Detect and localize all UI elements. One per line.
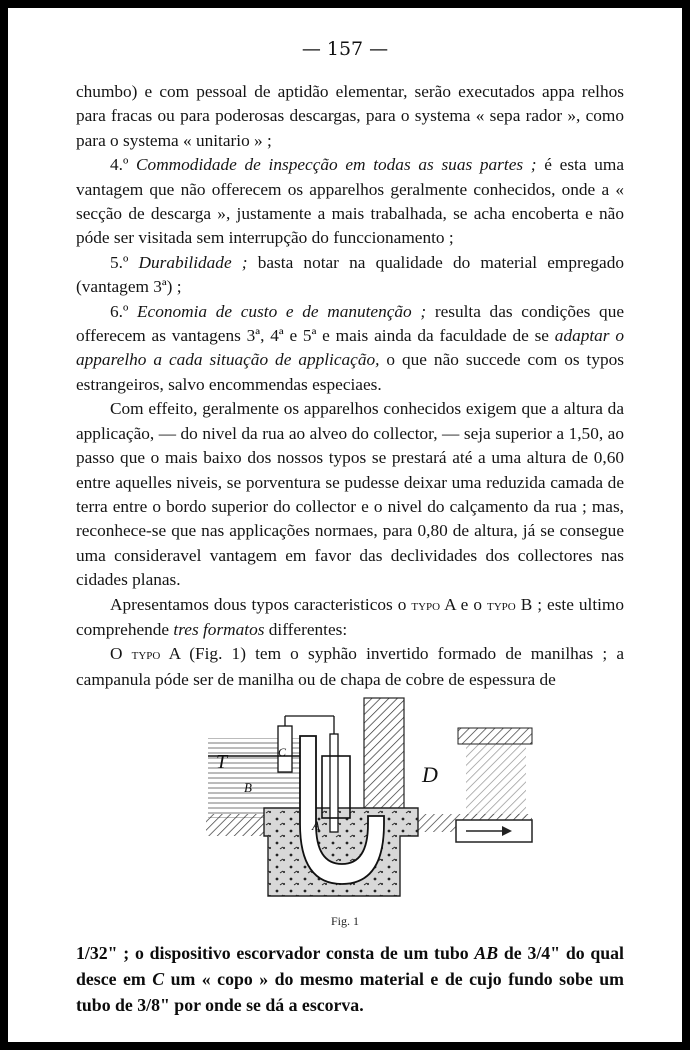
paragraph-item-5	[76, 251, 624, 300]
label-b: B	[244, 780, 252, 795]
types-text-a: Apresentamos dous typos caracteristicos o	[110, 594, 412, 614]
bottom-text-b: de 3/4" do qual desce em	[76, 943, 625, 989]
item-6-title-2: adaptar o apparelho a cada situação de applicação,	[76, 326, 624, 370]
item-4-number: 4.º	[110, 155, 137, 175]
bottom-paragraph-text	[76, 940, 624, 1018]
paragraph-type-a	[76, 642, 624, 692]
types-italic: tres formatos	[173, 619, 265, 639]
label-c: C	[278, 745, 287, 759]
paragraph-types	[76, 593, 624, 643]
type-a-text-b: A (Fig. 1) tem o syphão invertido formado de manilhas ; a campanula póde ser de manilha ou de chapa de cobre de espessura de	[76, 644, 624, 689]
paragraph-heights: Com effeito, geralmente os apparelhos conhecidos exigem que a altura da applicação, — do nivel da rua ao alveo do collector, — seja superior a 1,50, ao passo que o mais baixo dos nossos typos se prestará até a uma altura de 0,60 entre aquelles niveis, se porventura se pudesse deixar uma reduzida camada de terra entre o bordo superior do collector e o nivel do calçamento da rua ; mas, reconhece-se que nas applicações normaes, para 0,80 de altura, já se consegue uma consideravel vantagem em favor das declividades dos collectores nas cidades planas.	[76, 399, 624, 590]
types-text-c: B ; este ultimo comprehende	[76, 594, 625, 639]
page-body	[76, 80, 624, 692]
item-4-text: é esta uma vantagem que não offerecem os apparelhos geralmente conhecidos, onde a « secção de descarga », justamente a mais trabalhada, se acha encoberta e não póde ser visitada sem interrupção do funccionamento ;	[76, 155, 624, 248]
item-6-text-1: resulta das condições que offerecem as vantagens 3ª, 4ª e 5ª e mais ainda da faculdade de se	[76, 301, 625, 346]
paragraph-item-4	[76, 153, 624, 251]
label-t: T	[216, 751, 228, 773]
figure-caption: Fig. 1	[330, 914, 359, 928]
item-5-title: Durabilidade ;	[138, 252, 248, 272]
item-6-text-2: o que não succede com os typos estrangeiros, salvo encommendas especiaes.	[76, 350, 624, 394]
type-a-typo: typo	[131, 647, 161, 664]
item-4-title: Commodidade de inspecção em todas as suas partes ;	[136, 155, 537, 175]
paragraph-item-6	[76, 300, 624, 398]
bottom-text-a: 1/32" ; o dispositivo escorvador consta de um tubo	[76, 943, 475, 963]
types-text-d: differentes:	[264, 619, 348, 639]
upper-slab	[458, 728, 532, 744]
bottom-paragraph	[76, 940, 624, 1018]
bottom-text-c: um « copo » do mesmo material e de cujo fundo sobe um tubo de 3/8" por onde se dá a escorva.	[76, 969, 624, 1015]
book-page	[8, 8, 682, 1042]
paragraph-continuation: chumbo) e com pessoal de aptidão elementar, serão executados appa relhos para fracas ou para poderosas descargas, para o systema « sepa rador », como para o systema « unitario » ;	[76, 82, 624, 150]
figure-1-diagram	[204, 696, 534, 906]
bottom-c-label: C	[152, 969, 165, 989]
types-text-b: A e o	[440, 594, 487, 614]
label-a: A	[312, 818, 320, 833]
types-typo-2: typo	[486, 597, 516, 614]
item-5-number: 5.º	[110, 252, 139, 272]
types-typo-1: typo	[411, 597, 441, 614]
page-number: — 157 —	[301, 38, 389, 60]
upper-slab-under	[466, 744, 526, 818]
label-d: D	[422, 762, 438, 787]
bottom-ab: AB	[474, 943, 499, 963]
type-a-text-a: O	[110, 644, 132, 664]
item-6-title: Economia de custo e de manutenção ;	[137, 301, 427, 321]
item-6-number: 6.º	[110, 301, 137, 321]
item-5-text: basta notar na qualidade do material empregado (vantagem 3ª) ;	[76, 252, 624, 297]
